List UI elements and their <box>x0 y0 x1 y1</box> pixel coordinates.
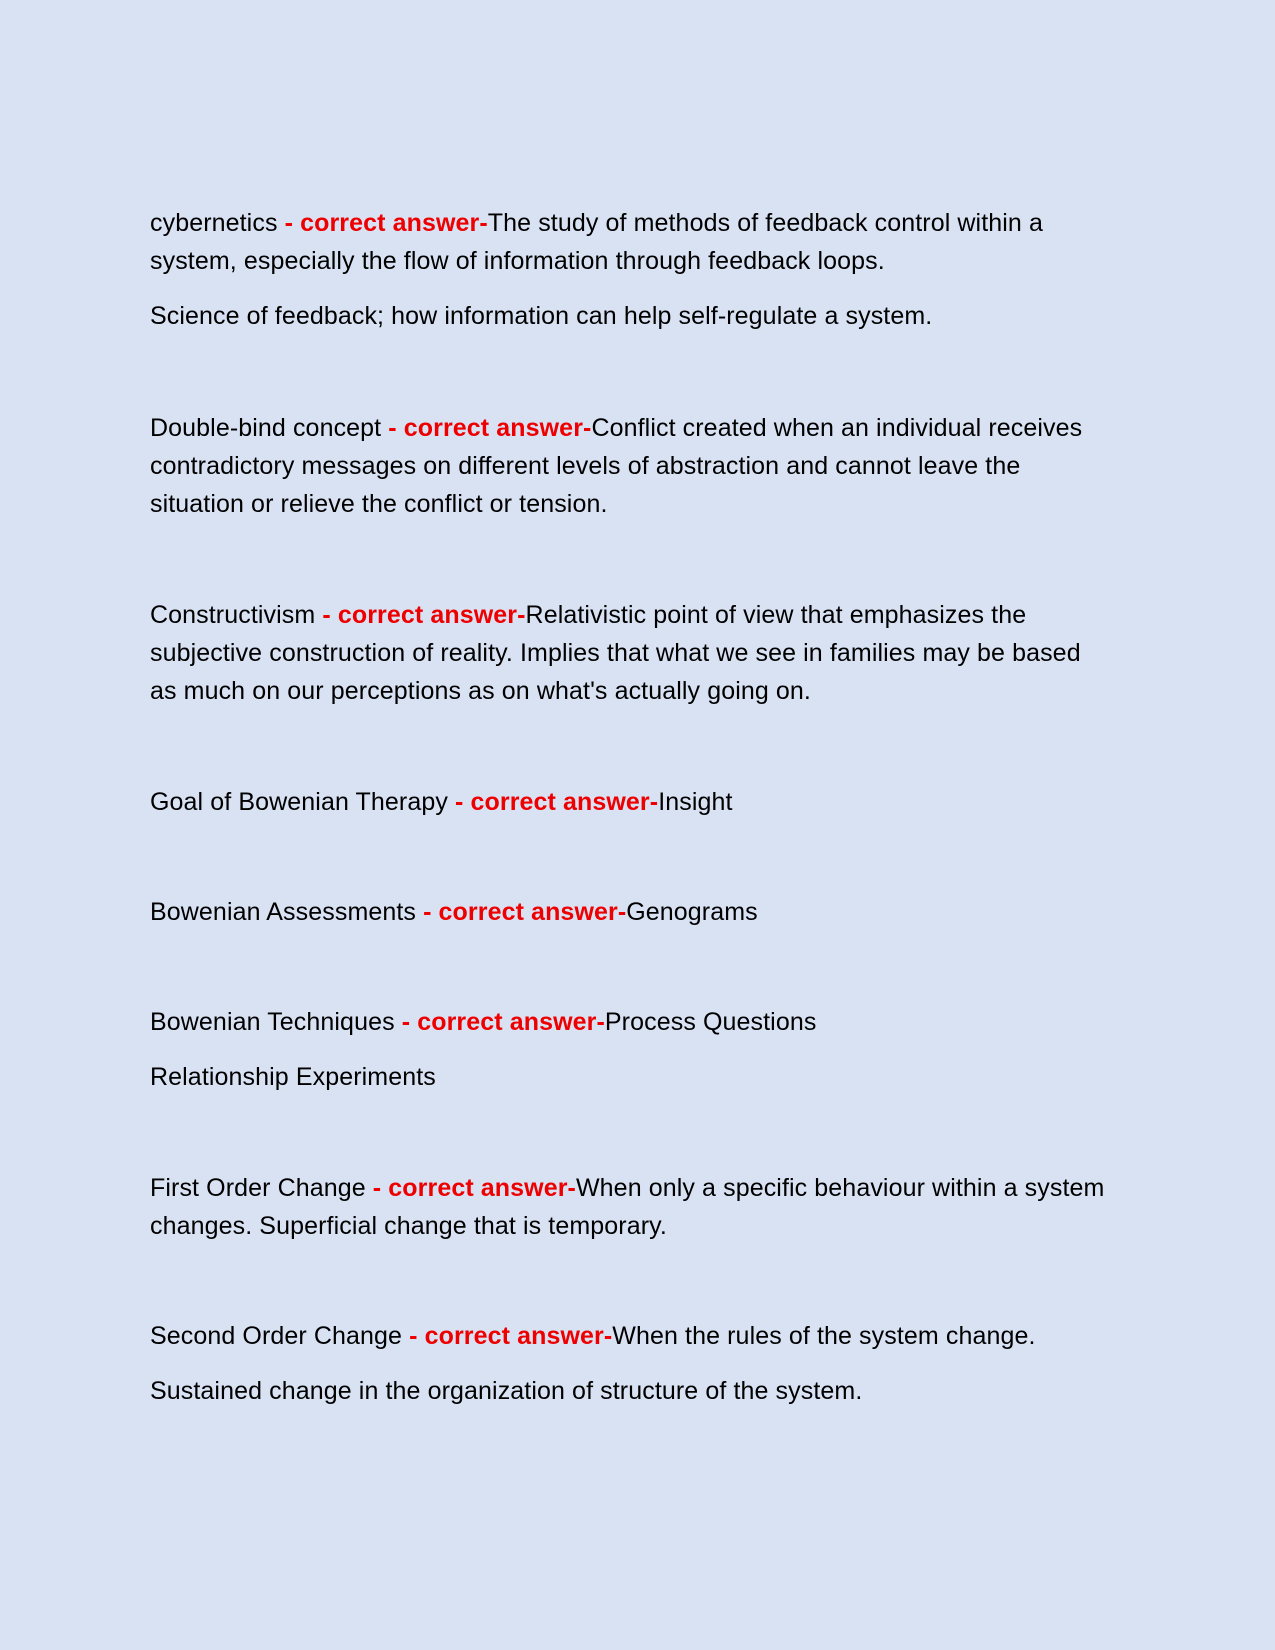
qa-entry-bowenian-assessments <box>150 893 1110 931</box>
correct-answer-separator: - correct answer- <box>394 1008 605 1036</box>
answer: Process Questions <box>604 1008 817 1036</box>
qa-line <box>150 893 1110 931</box>
term: Double-bind concept <box>150 414 382 442</box>
term: Constructivism <box>150 601 316 629</box>
term: Bowenian Assessments <box>150 898 417 926</box>
qa-line <box>150 409 1110 523</box>
answer: When only a specific behaviour within a system changes. Superficial change that is temporary. <box>150 1174 1105 1240</box>
qa-line <box>150 204 1110 280</box>
qa-entry-second-order-change <box>150 1317 1110 1410</box>
correct-answer-separator: - correct answer- <box>447 788 659 816</box>
qa-entry-cybernetics <box>150 204 1110 335</box>
term: Second Order Change <box>150 1322 403 1350</box>
term: Bowenian Techniques <box>150 1008 395 1036</box>
correct-answer-separator: - correct answer- <box>277 209 488 237</box>
qa-line <box>150 1003 1110 1041</box>
term: First Order Change <box>150 1174 366 1202</box>
correct-answer-separator: - correct answer- <box>315 601 526 629</box>
qa-line <box>150 596 1110 710</box>
qa-line <box>150 1169 1110 1245</box>
answer: Relativistic point of view that emphasizes the subjective construction of reality. Implies that what we see in families may be based as much on our perceptions as on what's actually going on. <box>150 601 1081 705</box>
correct-answer-separator: - correct answer- <box>402 1322 613 1350</box>
answer: When the rules of the system change. <box>612 1322 1036 1350</box>
answer: Genograms <box>626 898 758 926</box>
term: cybernetics <box>150 209 278 237</box>
answer-continuation: Relationship Experiments <box>150 1063 436 1091</box>
answer-continuation: Science of feedback; how information can help self-regulate a system. <box>150 302 933 330</box>
correct-answer-separator: - correct answer- <box>381 414 592 442</box>
answer-continuation: Sustained change in the organization of structure of the system. <box>150 1377 863 1405</box>
correct-answer-separator: - correct answer- <box>416 898 627 926</box>
qa-line <box>150 783 1110 821</box>
qa-entry-constructivism <box>150 596 1110 710</box>
correct-answer-separator: - correct answer- <box>365 1174 576 1202</box>
answer: The study of methods of feedback control within a system, especially the flow of information through feedback loops. <box>150 209 1043 275</box>
answer: Insight <box>658 788 733 816</box>
qa-entry-double-bind <box>150 409 1110 523</box>
qa-entry-bowenian-techniques <box>150 1003 1110 1096</box>
qa-entry-bowenian-goal <box>150 783 1110 821</box>
answer: Conflict created when an individual receives contradictory messages on different levels of abstraction and cannot leave the situation or relieve the conflict or tension. <box>150 414 1083 518</box>
qa-entry-first-order-change <box>150 1169 1110 1245</box>
term: Goal of Bowenian Therapy <box>150 788 448 816</box>
qa-line <box>150 1317 1110 1355</box>
